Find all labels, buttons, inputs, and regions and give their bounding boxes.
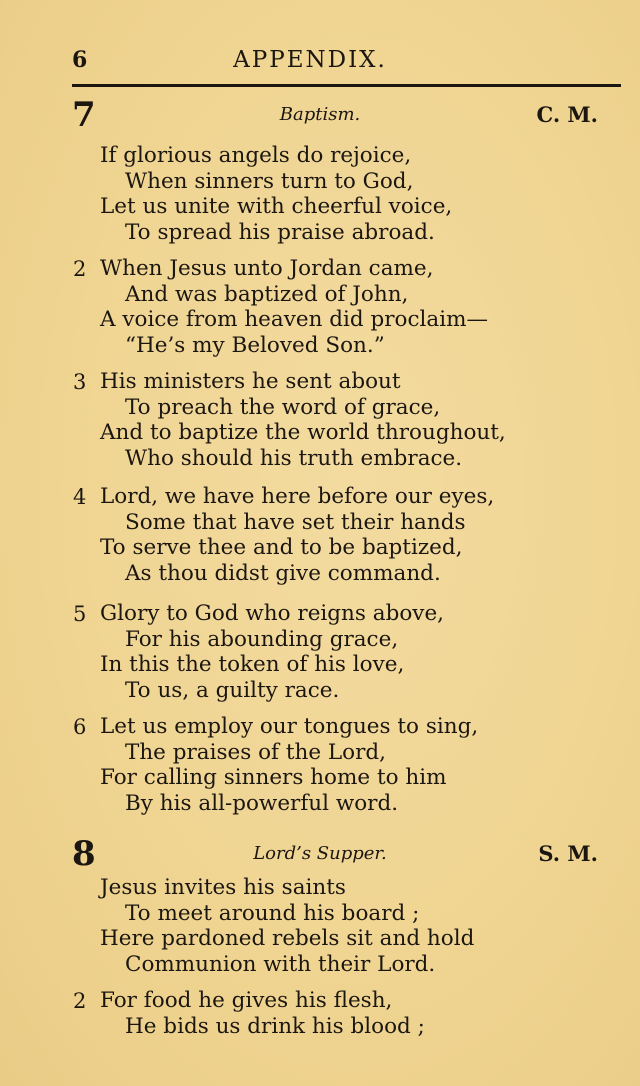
verse-number: 6 xyxy=(73,715,87,739)
verse-number: 4 xyxy=(73,485,87,509)
verse-line: To meet around his board ; xyxy=(125,900,420,926)
hymn-number: 8 xyxy=(72,834,96,874)
verse-line: “He’s my Beloved Son.” xyxy=(125,332,385,358)
verse-line: Some that have set their hands xyxy=(125,509,466,535)
verse-line: When Jesus unto Jordan came, xyxy=(100,256,434,281)
verse-line: For food he gives his flesh, xyxy=(100,988,393,1013)
verse-line: He bids us drink his blood ; xyxy=(125,1013,425,1039)
verse-line: In this the token of his love, xyxy=(100,652,405,678)
stanza xyxy=(0,988,640,1039)
verse-line: Let us unite with cheerful voice, xyxy=(100,194,453,220)
verse-line: By his all-powerful word. xyxy=(125,790,399,816)
hymn-title: Lord’s Supper. xyxy=(253,843,387,864)
hymn-meter: S. M. xyxy=(538,841,598,866)
verse-line: Lord, we have here before our eyes, xyxy=(100,484,495,509)
verse-line: And was baptized of John, xyxy=(125,281,409,307)
stanza xyxy=(0,714,640,816)
verse-line: The praises of the Lord, xyxy=(125,739,386,765)
hymn-title: Baptism. xyxy=(279,104,361,125)
section-title: APPENDIX. xyxy=(233,47,387,73)
verse-number: 2 xyxy=(73,257,87,281)
stanza xyxy=(0,143,640,245)
verse-line: For his abounding grace, xyxy=(125,626,399,652)
verse-line: Glory to God who reigns above, xyxy=(100,601,444,626)
hymn-number: 7 xyxy=(72,95,96,135)
hymn-header xyxy=(0,95,640,135)
verse-line: A voice from heaven did proclaim— xyxy=(100,307,488,333)
verse-line: For calling sinners home to him xyxy=(100,765,447,791)
stanza xyxy=(0,484,640,586)
header-rule xyxy=(72,84,621,87)
verse-line: Jesus invites his saints xyxy=(100,875,346,900)
hymn-meter: C. M. xyxy=(536,102,598,127)
verse-line: As thou didst give command. xyxy=(125,560,441,586)
verse-line: Here pardoned rebels sit and hold xyxy=(100,926,475,952)
stanza xyxy=(0,601,640,703)
verse-line: Let us employ our tongues to sing, xyxy=(100,714,479,739)
running-head xyxy=(0,45,640,77)
verse-number: 2 xyxy=(73,989,87,1013)
verse-line: To preach the word of grace, xyxy=(125,394,441,420)
verse-line: To serve thee and to be baptized, xyxy=(100,535,463,561)
verse-line: His ministers he sent about xyxy=(100,369,401,394)
verse-line: Who should his truth embrace. xyxy=(125,445,463,471)
verse-line: To spread his praise abroad. xyxy=(125,219,435,245)
verse-line: To us, a guilty race. xyxy=(125,677,340,703)
verse-number: 3 xyxy=(73,370,87,394)
stanza xyxy=(0,875,640,977)
verse-number: 5 xyxy=(73,602,87,626)
verse-line: If glorious angels do rejoice, xyxy=(100,143,412,168)
hymn-header xyxy=(0,834,640,874)
stanza xyxy=(0,256,640,358)
page-number: 6 xyxy=(72,47,88,73)
verse-line: And to baptize the world throughout, xyxy=(100,420,506,446)
verse-line: Communion with their Lord. xyxy=(125,951,436,977)
verse-line: When sinners turn to God, xyxy=(125,168,414,194)
stanza xyxy=(0,369,640,471)
